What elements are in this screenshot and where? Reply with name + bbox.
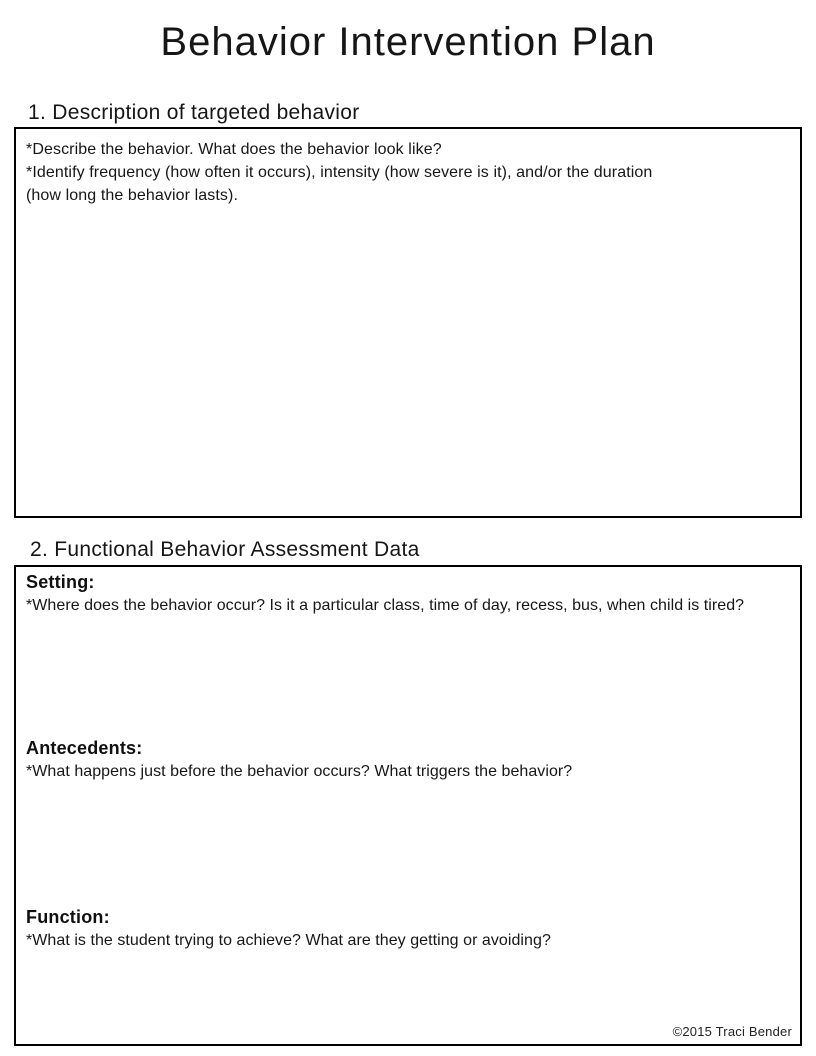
- function-field: [26, 907, 792, 950]
- antecedents-label: Antecedents:: [26, 738, 143, 758]
- function-label: Function:: [26, 907, 110, 927]
- setting-prompt: *Where does the behavior occur? Is it a particular class, time of day, recess, bus, when child is tired?: [26, 597, 745, 614]
- page-title: Behavior Intervention Plan: [160, 20, 656, 64]
- section-1-response-box: [14, 127, 802, 518]
- section-2-response-box: [14, 565, 802, 1046]
- instruction-line-2: *Identify frequency (how often it occurs), intensity (how severe is it), and/or the duration: [26, 164, 653, 181]
- setting-field: [26, 572, 792, 615]
- antecedents-field: [26, 738, 792, 781]
- section-1-heading: 1. Description of targeted behavior: [28, 101, 360, 124]
- instruction-line-1: *Describe the behavior. What does the behavior look like?: [26, 141, 442, 158]
- instruction-line-3: (how long the behavior lasts).: [26, 187, 238, 204]
- copyright: ©2015 Traci Bender: [672, 1024, 792, 1039]
- antecedents-prompt: *What happens just before the behavior occurs? What triggers the behavior?: [26, 763, 573, 780]
- section-2-heading: 2. Functional Behavior Assessment Data: [30, 538, 420, 561]
- function-prompt: *What is the student trying to achieve? What are they getting or avoiding?: [26, 932, 551, 949]
- setting-label: Setting:: [26, 572, 95, 592]
